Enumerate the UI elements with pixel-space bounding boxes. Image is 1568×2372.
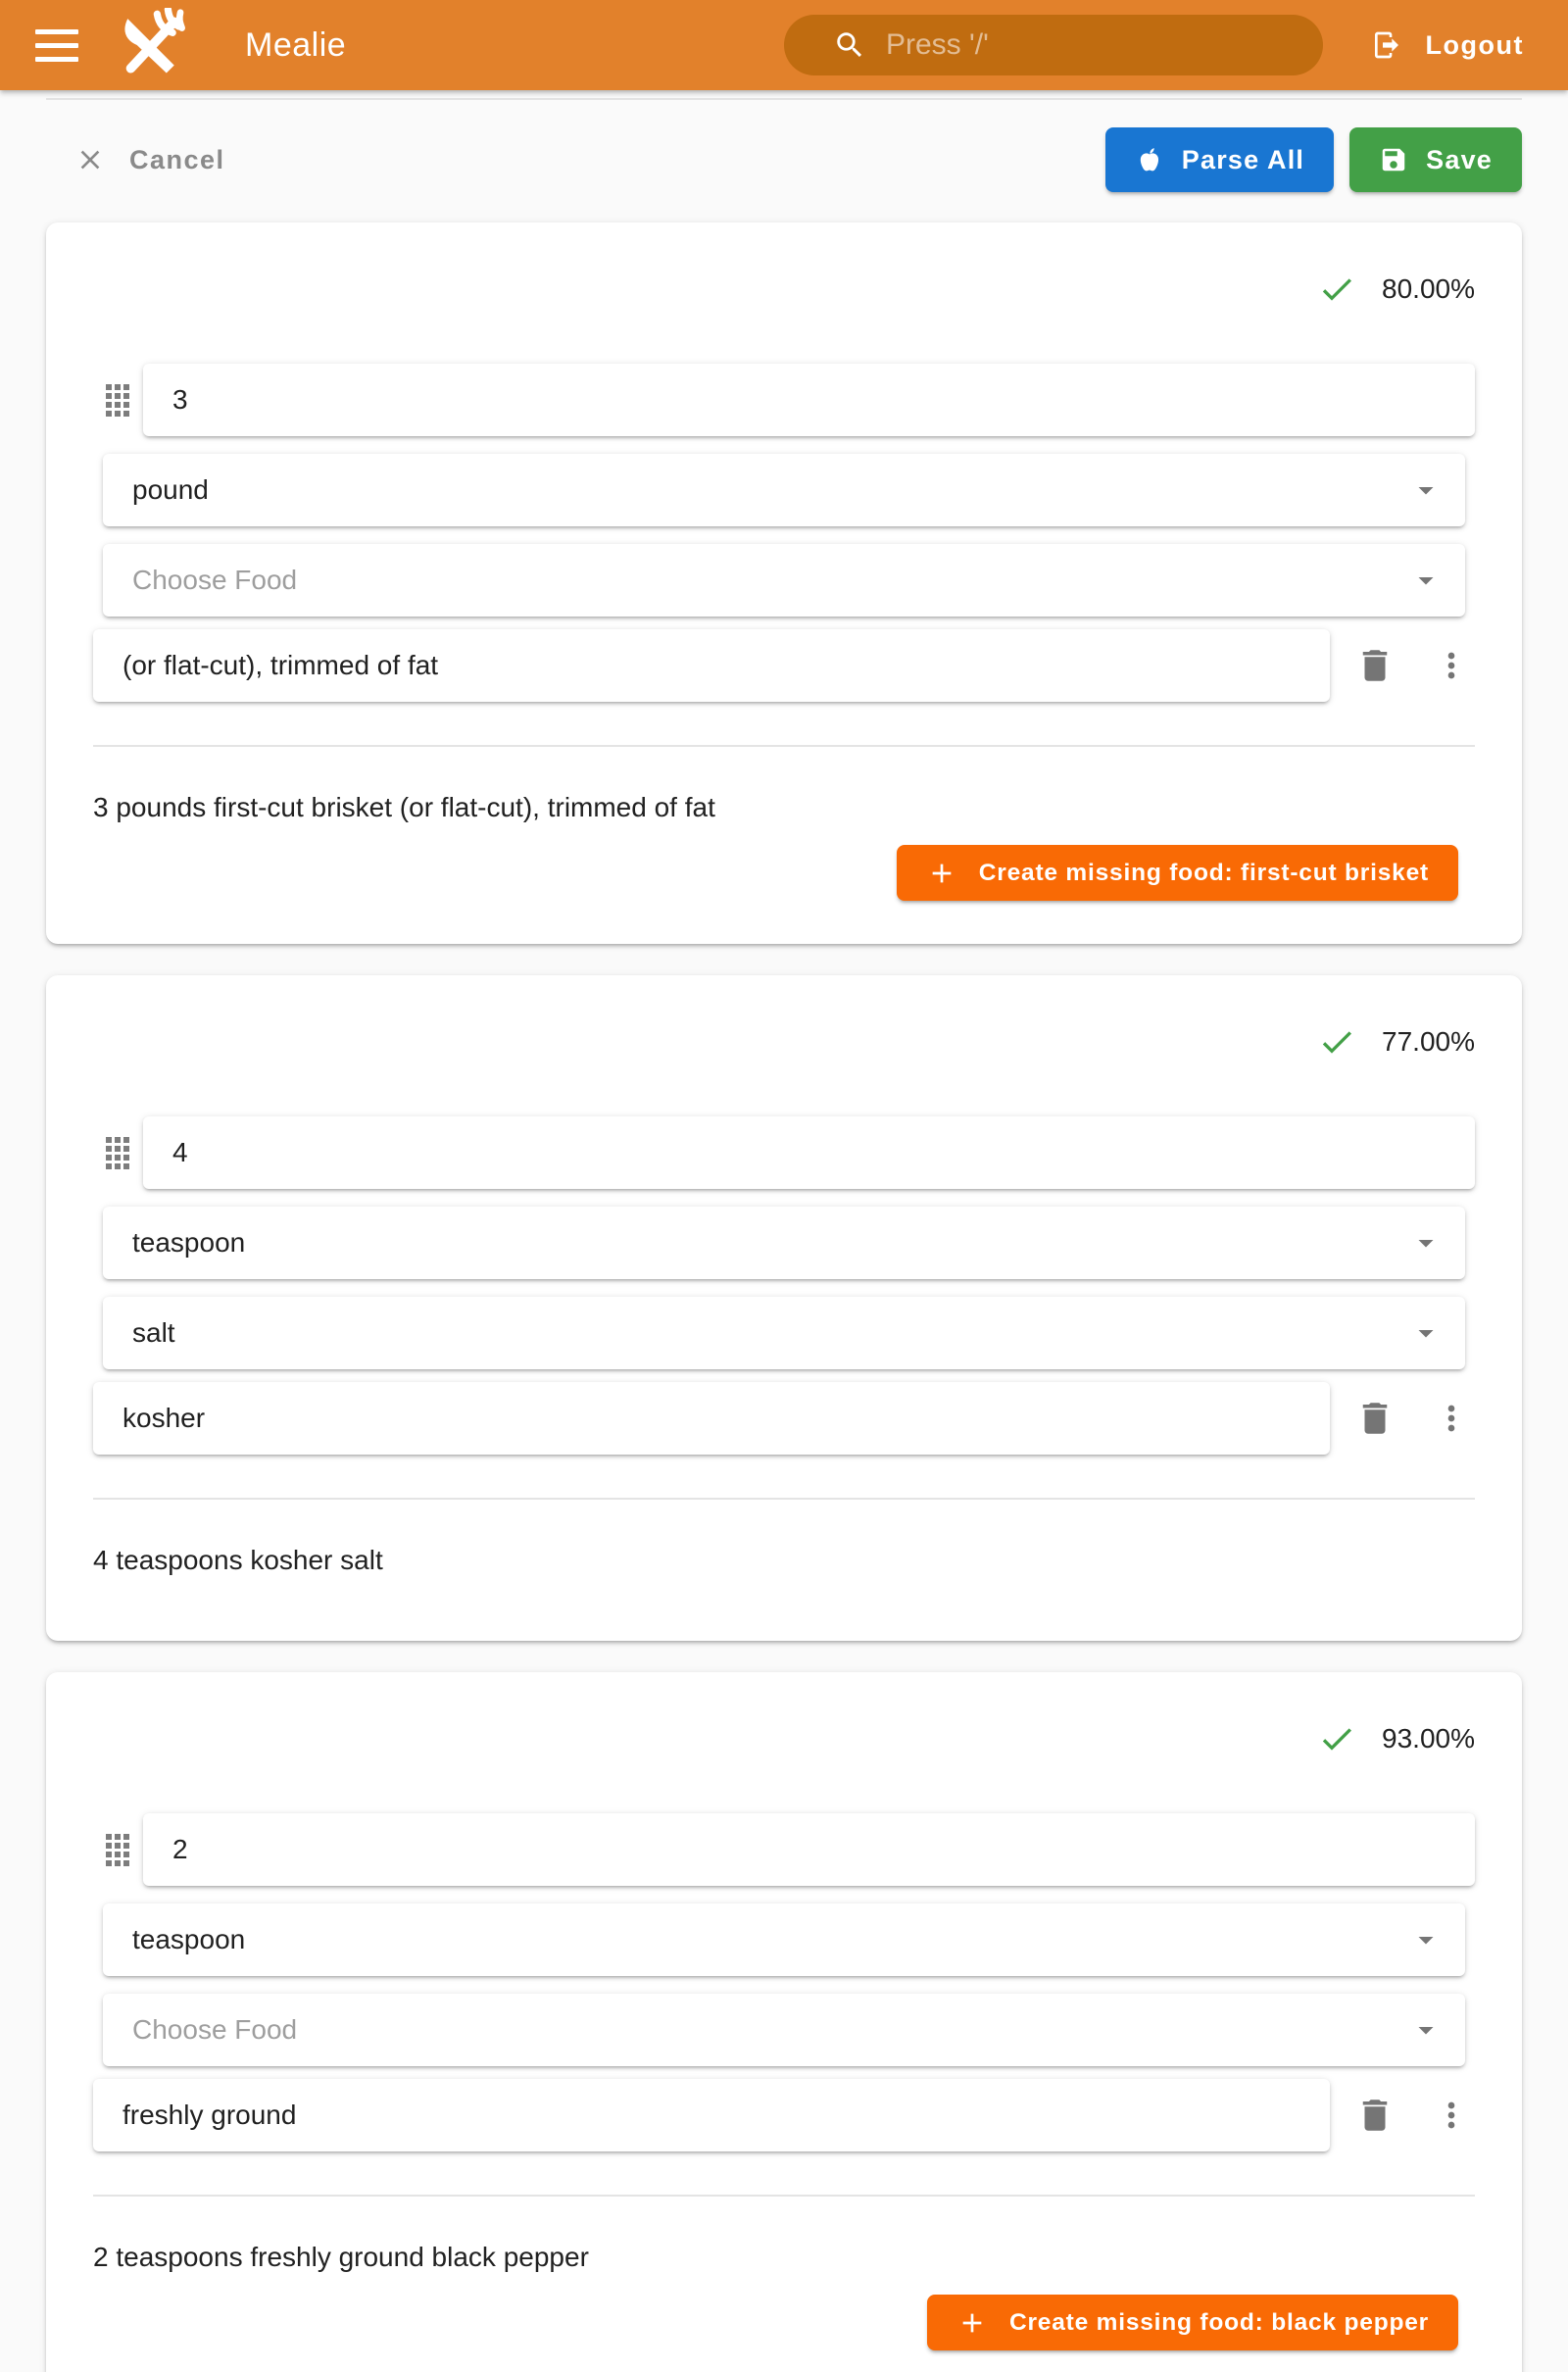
- confidence-row: [93, 268, 1475, 311]
- ingredient-card: [46, 975, 1522, 1641]
- note-input[interactable]: [93, 1382, 1330, 1455]
- unit-value: pound: [132, 474, 209, 505]
- note-input[interactable]: [93, 2079, 1330, 2151]
- unit-select[interactable]: [103, 1207, 1465, 1279]
- header-divider: [46, 98, 1522, 100]
- trash-icon: [1354, 645, 1396, 686]
- quantity-row: [93, 1116, 1475, 1189]
- card-divider: [93, 2195, 1475, 2197]
- drag-handle-icon[interactable]: [106, 384, 129, 417]
- ingredient-card: [46, 222, 1522, 944]
- plus-icon: [956, 2307, 988, 2339]
- quantity-input[interactable]: [143, 1116, 1475, 1189]
- delete-button[interactable]: [1353, 644, 1396, 687]
- apple-icon: [1135, 145, 1164, 174]
- original-ingredient-text: 3 pounds first-cut brisket (or flat-cut), trimmed of fat: [93, 792, 715, 822]
- logout-label: Logout: [1425, 29, 1524, 60]
- chevron-down-icon: [1408, 1315, 1444, 1351]
- dots-vertical-icon: [1432, 2096, 1471, 2135]
- plus-icon: [926, 858, 957, 889]
- menu-icon[interactable]: [35, 21, 78, 71]
- note-row: [93, 629, 1475, 702]
- cancel-label: Cancel: [129, 144, 225, 174]
- quantity-row: [93, 1813, 1475, 1886]
- unit-select[interactable]: [103, 1903, 1465, 1976]
- chevron-down-icon: [1408, 1225, 1444, 1260]
- quantity-row: [93, 364, 1475, 436]
- food-select[interactable]: [103, 544, 1465, 617]
- parse-all-button[interactable]: [1105, 127, 1334, 192]
- dots-vertical-icon: [1432, 646, 1471, 685]
- card-divider: [93, 1498, 1475, 1500]
- trash-icon: [1354, 2095, 1396, 2136]
- note-row: [93, 1382, 1475, 1455]
- save-button[interactable]: [1349, 127, 1522, 192]
- create-row: [93, 2295, 1475, 2350]
- check-icon: [1317, 1022, 1356, 1062]
- check-icon: [1317, 1719, 1356, 1758]
- search-placeholder: Press '/': [886, 28, 989, 61]
- app-logo-icon[interactable]: [114, 8, 188, 82]
- chevron-down-icon: [1408, 472, 1444, 508]
- app-header: [0, 0, 1568, 90]
- create-missing-food-label: Create missing food: first-cut brisket: [978, 859, 1429, 886]
- unit-select[interactable]: [103, 454, 1465, 526]
- chevron-down-icon: [1408, 1922, 1444, 1957]
- ingredient-card: [46, 1672, 1522, 2372]
- drag-handle-icon[interactable]: [106, 1834, 129, 1866]
- food-value: salt: [132, 1317, 175, 1348]
- toolbar: [0, 127, 1568, 192]
- cancel-button[interactable]: [59, 144, 241, 175]
- card-divider: [93, 745, 1475, 747]
- close-icon: [74, 144, 106, 175]
- search-icon: [833, 28, 866, 62]
- confidence-value: 77.00%: [1382, 1026, 1475, 1057]
- original-ingredient-text: 2 teaspoons freshly ground black pepper: [93, 2242, 589, 2272]
- logout-button[interactable]: [1371, 0, 1524, 90]
- create-missing-food-button[interactable]: [927, 2295, 1458, 2350]
- food-value: Choose Food: [132, 2014, 298, 2045]
- note-row: [93, 2079, 1475, 2151]
- create-missing-food-label: Create missing food: black pepper: [1008, 2308, 1429, 2336]
- drag-handle-icon[interactable]: [106, 1137, 129, 1169]
- original-ingredient-text: 4 teaspoons kosher salt: [93, 1545, 383, 1575]
- confidence-row: [93, 1020, 1475, 1063]
- unit-value: teaspoon: [132, 1227, 246, 1258]
- note-input[interactable]: [93, 629, 1330, 702]
- search-bar[interactable]: [784, 15, 1323, 75]
- save-icon: [1379, 145, 1408, 174]
- chevron-down-icon: [1408, 563, 1444, 598]
- trash-icon: [1354, 1398, 1396, 1439]
- food-value: Choose Food: [132, 565, 298, 595]
- delete-button[interactable]: [1353, 1397, 1396, 1440]
- create-row: [93, 845, 1475, 901]
- confidence-row: [93, 1717, 1475, 1760]
- unit-value: teaspoon: [132, 1924, 246, 1954]
- create-missing-food-button[interactable]: [897, 845, 1458, 901]
- chevron-down-icon: [1408, 2012, 1444, 2048]
- more-options-button[interactable]: [1432, 644, 1471, 687]
- more-options-button[interactable]: [1432, 2094, 1471, 2137]
- parse-all-label: Parse All: [1181, 144, 1305, 174]
- quantity-input[interactable]: [143, 364, 1475, 436]
- ingredient-list: [46, 222, 1522, 2372]
- dots-vertical-icon: [1432, 1399, 1471, 1438]
- logout-icon: [1371, 29, 1402, 61]
- check-icon: [1317, 270, 1356, 309]
- more-options-button[interactable]: [1432, 1397, 1471, 1440]
- app-title: Mealie: [245, 25, 347, 64]
- confidence-value: 80.00%: [1382, 273, 1475, 304]
- food-select[interactable]: [103, 1297, 1465, 1369]
- delete-button[interactable]: [1353, 2094, 1396, 2137]
- quantity-input[interactable]: [143, 1813, 1475, 1886]
- save-label: Save: [1426, 144, 1493, 174]
- confidence-value: 93.00%: [1382, 1723, 1475, 1754]
- food-select[interactable]: [103, 1994, 1465, 2066]
